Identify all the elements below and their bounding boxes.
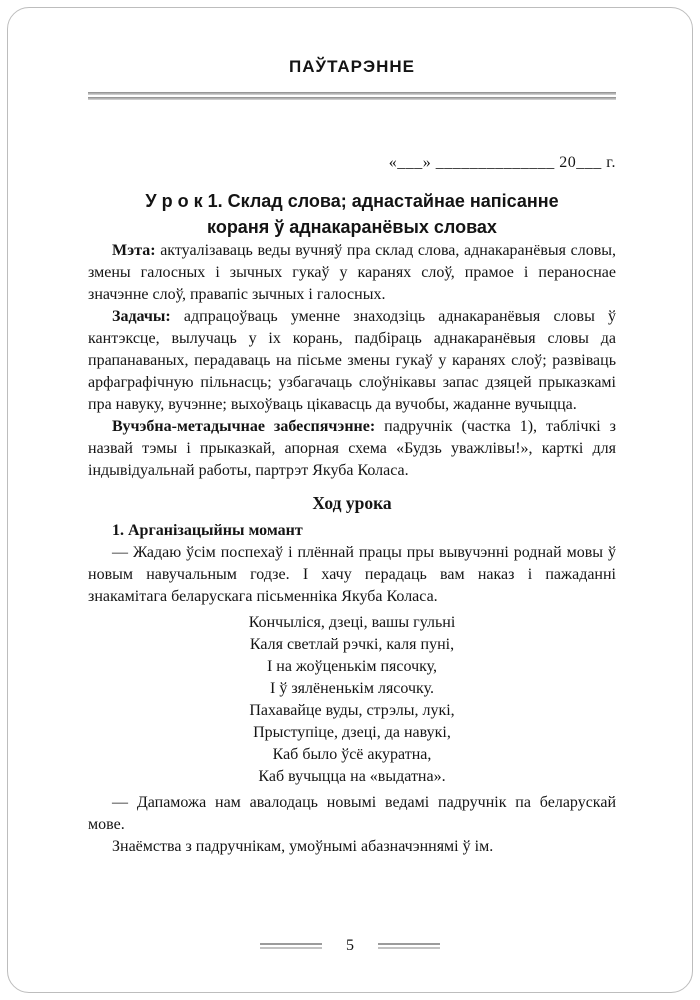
poem-line: Каля светлай рэчкі, каля пуні, <box>249 636 455 653</box>
lesson-title <box>88 188 616 240</box>
paragraph-aim <box>88 240 616 306</box>
page-number: 5 <box>346 937 354 954</box>
poem-line: Прыступіце, дзеці, да навукі, <box>253 724 451 741</box>
poem-line: Каб вучыцца на «выдатна». <box>258 768 446 785</box>
lesson-title-line2: кораня ў аднакаранёвых словах <box>207 217 497 237</box>
page-footer <box>0 938 700 954</box>
poem-line: Каб было ўсё акуратна, <box>272 746 432 763</box>
poem-line: Пахавайце вуды, стрэлы, лукі, <box>249 702 455 719</box>
lesson-title-line1: У р о к 1. Склад слова; аднастайнае напісанне <box>145 191 559 211</box>
poem <box>88 612 616 788</box>
poem-line: І на жоўценькім пясочку, <box>266 658 438 675</box>
paragraph-tasks-label: Задачы: <box>112 308 171 325</box>
header-rule <box>88 92 616 100</box>
header-rule-bottom <box>88 97 616 100</box>
closing-line: Знаёмства з падручнікам, умоўнымі абазначэннямі ў ім. <box>112 838 494 855</box>
poem-line: Кончыліся, дзеці, вашы гульні <box>248 614 456 631</box>
footer-ornament-left <box>260 943 322 949</box>
teacher-speech: — Жадаю ўсім поспехаў і плённай працы пры вывучэнні роднай мовы ў новым навучальным годзе. І хачу перадаць вам наказ і пажаданні знакамітага беларускага пісьменніка Якуба Коласа. <box>88 544 616 605</box>
poem-line: І ў зялёненькім лясочку. <box>270 680 434 697</box>
paragraph-materials <box>88 416 616 482</box>
section-heading-lesson-flow: Ход урока <box>312 493 392 513</box>
paragraph-materials-text: падручнік (частка 1), таблічкі з назвай тэмы і прыказкай, апорная схема «Будзь уважлівы!», карткі для індывідуальнай работы, партрэт Якуба Коласа. <box>88 418 616 479</box>
header-rule-top <box>88 92 616 95</box>
running-header: ПАЎТАРЭННЕ <box>289 57 415 76</box>
step1-heading: 1. Арганізацыйны момант <box>112 522 303 539</box>
paragraph-tasks <box>88 306 616 416</box>
footer-ornament-right <box>378 943 440 949</box>
date-line: «___» ______________ 20___ г. <box>388 154 616 171</box>
paragraph-aim-label: Мэта: <box>112 242 156 259</box>
paragraph-tasks-text: адпрацоўваць уменне знаходзіць аднакаранёвыя словы ў кантэксце, вылучаць у іх корань, падбіраць аднакаранёвыя словы да прапанаваных, перадаваць на пісьме змены гукаў у каранях слоў; развіваць арфаграфічную пільнасць; узбагачаць слоўнікавы запас дзяцей прыказкамі пра навуку, вучэнне; выхоўваць цікавасць да вучобы, жаданне вучыцца. <box>88 308 616 413</box>
paragraph-aim-text: актуалізаваць веды вучняў пра склад слова, аднакаранёвыя словы, змены галосных і зычных гукаў у каранях слоў, прамое і пераноснае значэнне слоў, правапіс зычных і галосных. <box>88 242 616 303</box>
paragraph-materials-label: Вучэбна-метадычнае забеспячэнне: <box>112 418 376 435</box>
after-poem-speech: — Дапаможа нам авалодаць новымі ведамі падручнік па беларускай мове. <box>88 794 616 833</box>
